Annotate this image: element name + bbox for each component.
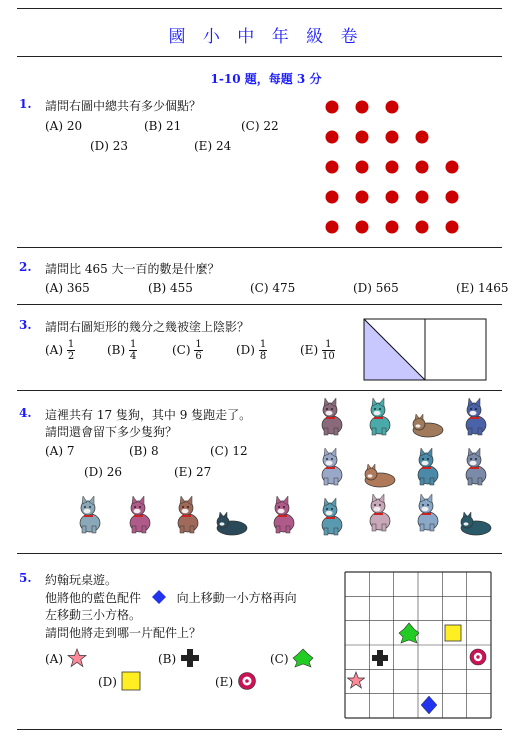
q5-option-e[interactable]: (E) (215, 671, 257, 691)
option-label: (B) (107, 343, 126, 357)
q2-option-e[interactable]: (E) 1465 (456, 281, 509, 295)
red-dot (326, 161, 339, 174)
q1-number: 1. (19, 97, 32, 111)
fraction: $\frac{1}{8}$ (259, 339, 267, 362)
dog-icon (172, 496, 202, 537)
blue-diamond-icon (151, 590, 167, 604)
red-dot (446, 161, 459, 174)
green-arrow-icon (292, 648, 314, 668)
option-label: (D) (236, 343, 255, 357)
dog-icon (364, 494, 394, 535)
q3-rectangle-figure (363, 318, 487, 382)
q5-option-c[interactable]: (C) (270, 648, 314, 668)
q5-text-line1: 約翰玩桌遊。 (45, 573, 118, 587)
q5-option-a[interactable]: (A) (45, 648, 87, 668)
dog-icon (74, 496, 104, 537)
q3-option-c[interactable] (172, 339, 203, 362)
dog-icon (268, 496, 298, 537)
red-dot (386, 131, 399, 144)
dog-icon (458, 510, 494, 539)
dog-icon (412, 448, 442, 489)
dog-icon (214, 510, 250, 539)
q5-text-line2: 他將他的藍色配件 向上移動一小方格再向 (45, 591, 297, 605)
q1-text: 請問右圖中總共有多少個點？ (45, 99, 202, 113)
q5-text-line3: 左移動三小方格。 (45, 608, 142, 622)
q5-number: 5. (19, 571, 32, 585)
q3-option-d[interactable] (236, 339, 267, 362)
red-dot (326, 101, 339, 114)
blue-diamond-piece (421, 696, 437, 714)
dog-icon (124, 496, 154, 537)
option-label: (E) (300, 343, 319, 357)
q4-option-d[interactable]: (D) 26 (84, 465, 123, 479)
points-subtitle: 1-10 題，每題 3 分 (210, 72, 322, 86)
dog-icon (316, 498, 346, 539)
red-dot (386, 101, 399, 114)
red-dot (356, 191, 369, 204)
fraction: $\frac{1}{4}$ (130, 339, 137, 362)
red-dot (386, 221, 399, 234)
red-dot (446, 221, 459, 234)
q5-text-line4: 請問他將走到哪一片配件上？ (45, 626, 202, 640)
q4-option-e[interactable]: (E) 27 (174, 465, 212, 479)
q1-option-e[interactable]: (E) 24 (194, 139, 232, 153)
dog-icon (316, 448, 346, 489)
q2-option-a[interactable]: (A) 365 (45, 281, 90, 295)
red-dot (326, 221, 339, 234)
fraction: $\frac{1}{10}$ (321, 339, 335, 362)
black-cross-piece (372, 650, 388, 666)
red-dot (416, 131, 429, 144)
q1-option-a[interactable]: (A) 20 (45, 119, 83, 133)
green-arrow-piece (399, 623, 419, 643)
q3-number: 3. (19, 318, 32, 332)
dog-icon (364, 398, 394, 439)
q5-option-b[interactable]: (B) (158, 648, 200, 668)
q2-text: 請問比 465 大一百的數是什麼？ (45, 262, 220, 276)
q4-text-line2: 請問還會留下多少隻狗？ (45, 425, 178, 439)
red-dot (356, 131, 369, 144)
q4-option-a[interactable]: (A) 7 (45, 444, 75, 458)
q3-option-e[interactable] (300, 339, 335, 362)
q5-option-d[interactable]: (D) (98, 671, 141, 691)
fraction: $\frac{1}{2}$ (67, 339, 75, 362)
q3-option-b[interactable] (107, 339, 137, 362)
q4-number: 4. (19, 406, 32, 420)
q2-option-b[interactable]: (B) 455 (148, 281, 193, 295)
dog-icon (410, 412, 446, 441)
q4-option-c[interactable]: (C) 12 (210, 444, 248, 458)
red-dot (416, 221, 429, 234)
q2-number: 2. (19, 260, 32, 274)
red-dot (326, 131, 339, 144)
pink-star-piece (348, 672, 365, 688)
q1-option-c[interactable]: (C) 22 (241, 119, 279, 133)
q3-text: 請問右圖矩形的幾分之幾被塗上陰影？ (45, 320, 250, 334)
ring-icon (237, 671, 257, 691)
fraction: $\frac{1}{6}$ (195, 339, 202, 362)
dog-icon (460, 398, 490, 439)
red-dot (446, 191, 459, 204)
q4-text-line1: 這裡共有 17 隻狗，其中 9 隻跑走了。 (45, 408, 252, 422)
dog-icon (460, 448, 490, 489)
q2-option-d[interactable]: (D) 565 (353, 281, 399, 295)
red-dot (356, 101, 369, 114)
option-label: (C) (172, 343, 191, 357)
ring-piece (470, 649, 486, 665)
red-dot (326, 191, 339, 204)
red-dot (386, 191, 399, 204)
red-dot (356, 161, 369, 174)
red-dot (416, 191, 429, 204)
page-title: 國 小 中 年 級 卷 (168, 27, 364, 47)
q4-option-b[interactable]: (B) 8 (129, 444, 159, 458)
q2-option-c[interactable]: (C) 475 (250, 281, 296, 295)
q1-option-b[interactable]: (B) 21 (144, 119, 182, 133)
q5-game-board (344, 571, 492, 719)
red-dot (356, 221, 369, 234)
q3-option-a[interactable] (45, 339, 75, 362)
board-grid (345, 572, 491, 718)
red-dot (386, 161, 399, 174)
pink-star-icon (67, 648, 87, 668)
q1-dot-figure (320, 97, 470, 237)
dog-icon (316, 398, 346, 439)
yellow-square-icon (121, 671, 141, 691)
dog-icon (412, 494, 442, 535)
dog-icon (362, 462, 398, 491)
red-dot (416, 161, 429, 174)
option-label: (A) (45, 343, 64, 357)
yellow-square-piece (445, 625, 461, 641)
q1-option-d[interactable]: (D) 23 (90, 139, 129, 153)
black-cross-icon (180, 648, 200, 668)
